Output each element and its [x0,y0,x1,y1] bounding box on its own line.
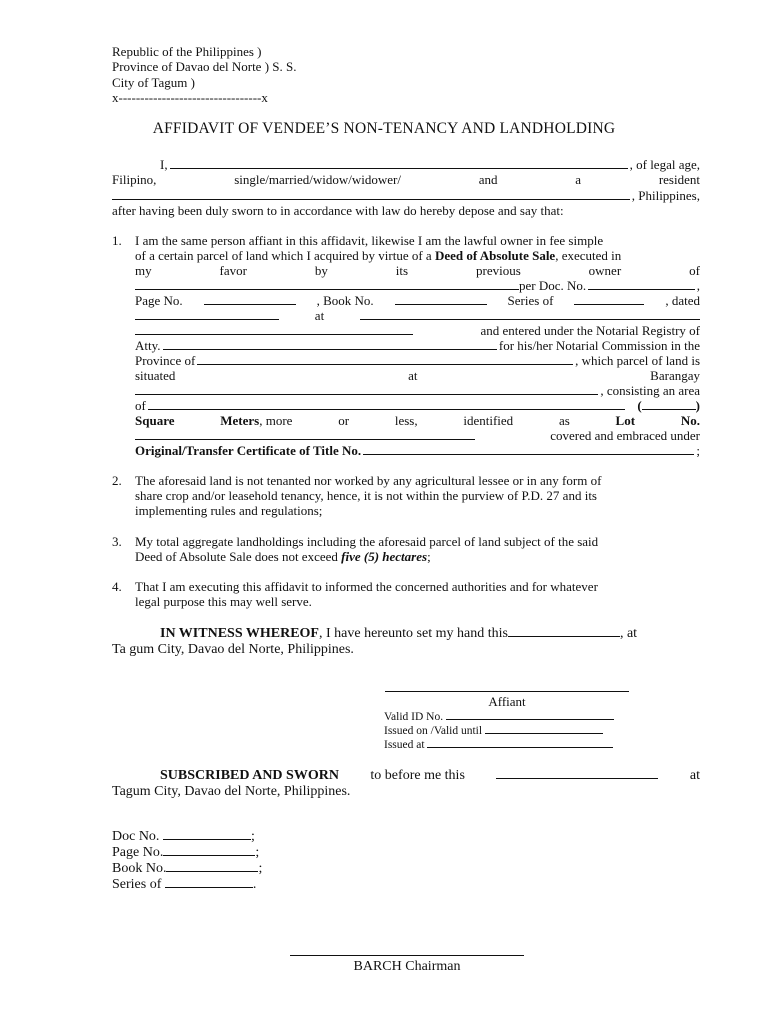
para1-line-13: Square Meters, more or less, identified as Lot No. [135,413,700,428]
para1-line-6: at [135,308,700,323]
para1-number: 1. [112,233,122,248]
para2-line-1: The aforesaid land is not tenanted nor worked by any agricultural lessee or in any form of [135,473,602,488]
lot-no-blank[interactable] [135,428,475,440]
issued-at-field: Issued at [384,737,613,752]
doc-no-blank[interactable] [588,278,695,290]
notary-doc-no: Doc No. ; [112,829,255,844]
witness-place: Ta gum City, Davao del Norte, Philippines. [112,642,354,657]
para3-line-1: My total aggregate landholdings including the aforesaid parcel of land subject of the said [135,534,599,549]
para1-line-2: of a certain parcel of land which I acquired by virtue of a Deed of Absolute Sale, executed in [135,248,622,263]
document-title: AFFIDAVIT OF VENDEE’S NON-TENANCY AND LANDHOLDING [152,120,616,137]
para1-line-5: Page No. , Book No. Series of , dated [135,293,700,308]
valid-id-field: Valid ID No. [384,709,614,724]
intro-line-3: , Philippines, [112,188,700,203]
caption-province: Province of Davao del Norte ) S. S. [112,59,297,74]
subscribed-clause: SUBSCRIBED AND SWORN to before me this at [160,768,700,783]
notary-doc-blank[interactable] [163,828,251,840]
area-words-blank[interactable] [148,398,625,410]
province-blank[interactable] [197,353,573,365]
para1-line-8: Atty. for his/her Notarial Commission in the [135,338,700,353]
para1-line-12: of ( ) [135,398,700,413]
previous-owner-blank[interactable] [135,278,519,290]
area-number-blank[interactable] [642,398,696,410]
place-blank[interactable] [360,308,700,320]
series-blank[interactable] [574,293,644,305]
notary-page-no: Page No. ; [112,845,260,860]
subscribed-date-blank[interactable] [496,767,658,779]
page-no-blank[interactable] [204,293,296,305]
para4-line-2: legal purpose this may well serve. [135,594,312,609]
affiant-signature-line[interactable] [385,691,629,692]
para1-line-10: situated at Barangay [135,368,700,383]
book-no-blank[interactable] [395,293,487,305]
residence-blank[interactable] [112,188,630,200]
caption-city: City of Tagum ) [112,75,195,90]
caption-republic: Republic of the Philippines ) [112,44,262,59]
para1-line-1: I am the same person affiant in this affidavit, likewise I am the lawful owner in fee simple [135,233,604,248]
witness-clause: IN WITNESS WHEREOF, I have hereunto set my hand this , at [160,626,638,641]
barangay-blank[interactable] [135,383,598,395]
intro-line-2: Filipino, single/married/widow/widower/ and a resident [112,172,700,187]
valid-id-blank[interactable] [446,709,614,720]
caption-divider: x---------------------------------x [112,90,268,105]
issued-on-field: Issued on /Valid until [384,723,603,738]
notary-book-no: Book No. ; [112,861,263,876]
affiant-label: Affiant [488,694,526,709]
intro-sworn: after having been duly sworn to in accordance with law do hereby depose and say that: [112,203,564,218]
para1-line-4: per Doc. No. , [135,278,700,293]
para3-line-2: Deed of Absolute Sale does not exceed five (5) hectares; [135,549,431,564]
para2-line-2: share crop and/or leasehold tenancy, hence, it is not within the purview of P.D. 27 and its [135,488,597,503]
notary-series: Series of . [112,877,257,892]
para1-line-14: covered and embraced under [135,428,700,443]
notary-book-blank[interactable] [166,860,258,872]
para4-line-1: That I am executing this affidavit to informed the concerned authorities and for whatever [135,579,598,594]
signatory-title: BARCH Chairman [353,959,461,974]
notary-series-blank[interactable] [165,876,253,888]
para2-number: 2. [112,473,122,488]
title-no-blank[interactable] [363,443,694,455]
issued-on-blank[interactable] [485,723,603,734]
affiant-name-blank[interactable] [170,157,628,169]
para2-line-3: implementing rules and regulations; [135,503,323,518]
witness-date-blank[interactable] [508,625,620,637]
para1-line-11: , consisting an area [135,383,700,398]
intro-line-1: I, , of legal age, [160,157,700,172]
notary-page-blank[interactable] [163,844,255,856]
chairman-signature-line[interactable] [290,955,524,956]
para1-line-3: my favor by its previous owner of [135,263,700,278]
subscribed-place: Tagum City, Davao del Norte, Philippines. [112,784,351,799]
para1-line-7: and entered under the Notarial Registry of [135,323,700,338]
para4-number: 4. [112,579,122,594]
notary-blank[interactable] [135,323,413,335]
para3-number: 3. [112,534,122,549]
para1-line-9: Province of , which parcel of land is [135,353,700,368]
date-blank[interactable] [135,308,279,320]
atty-blank[interactable] [163,338,497,350]
issued-at-blank[interactable] [427,737,613,748]
para1-line-15: Original/Transfer Certificate of Title No. ; [135,443,700,458]
